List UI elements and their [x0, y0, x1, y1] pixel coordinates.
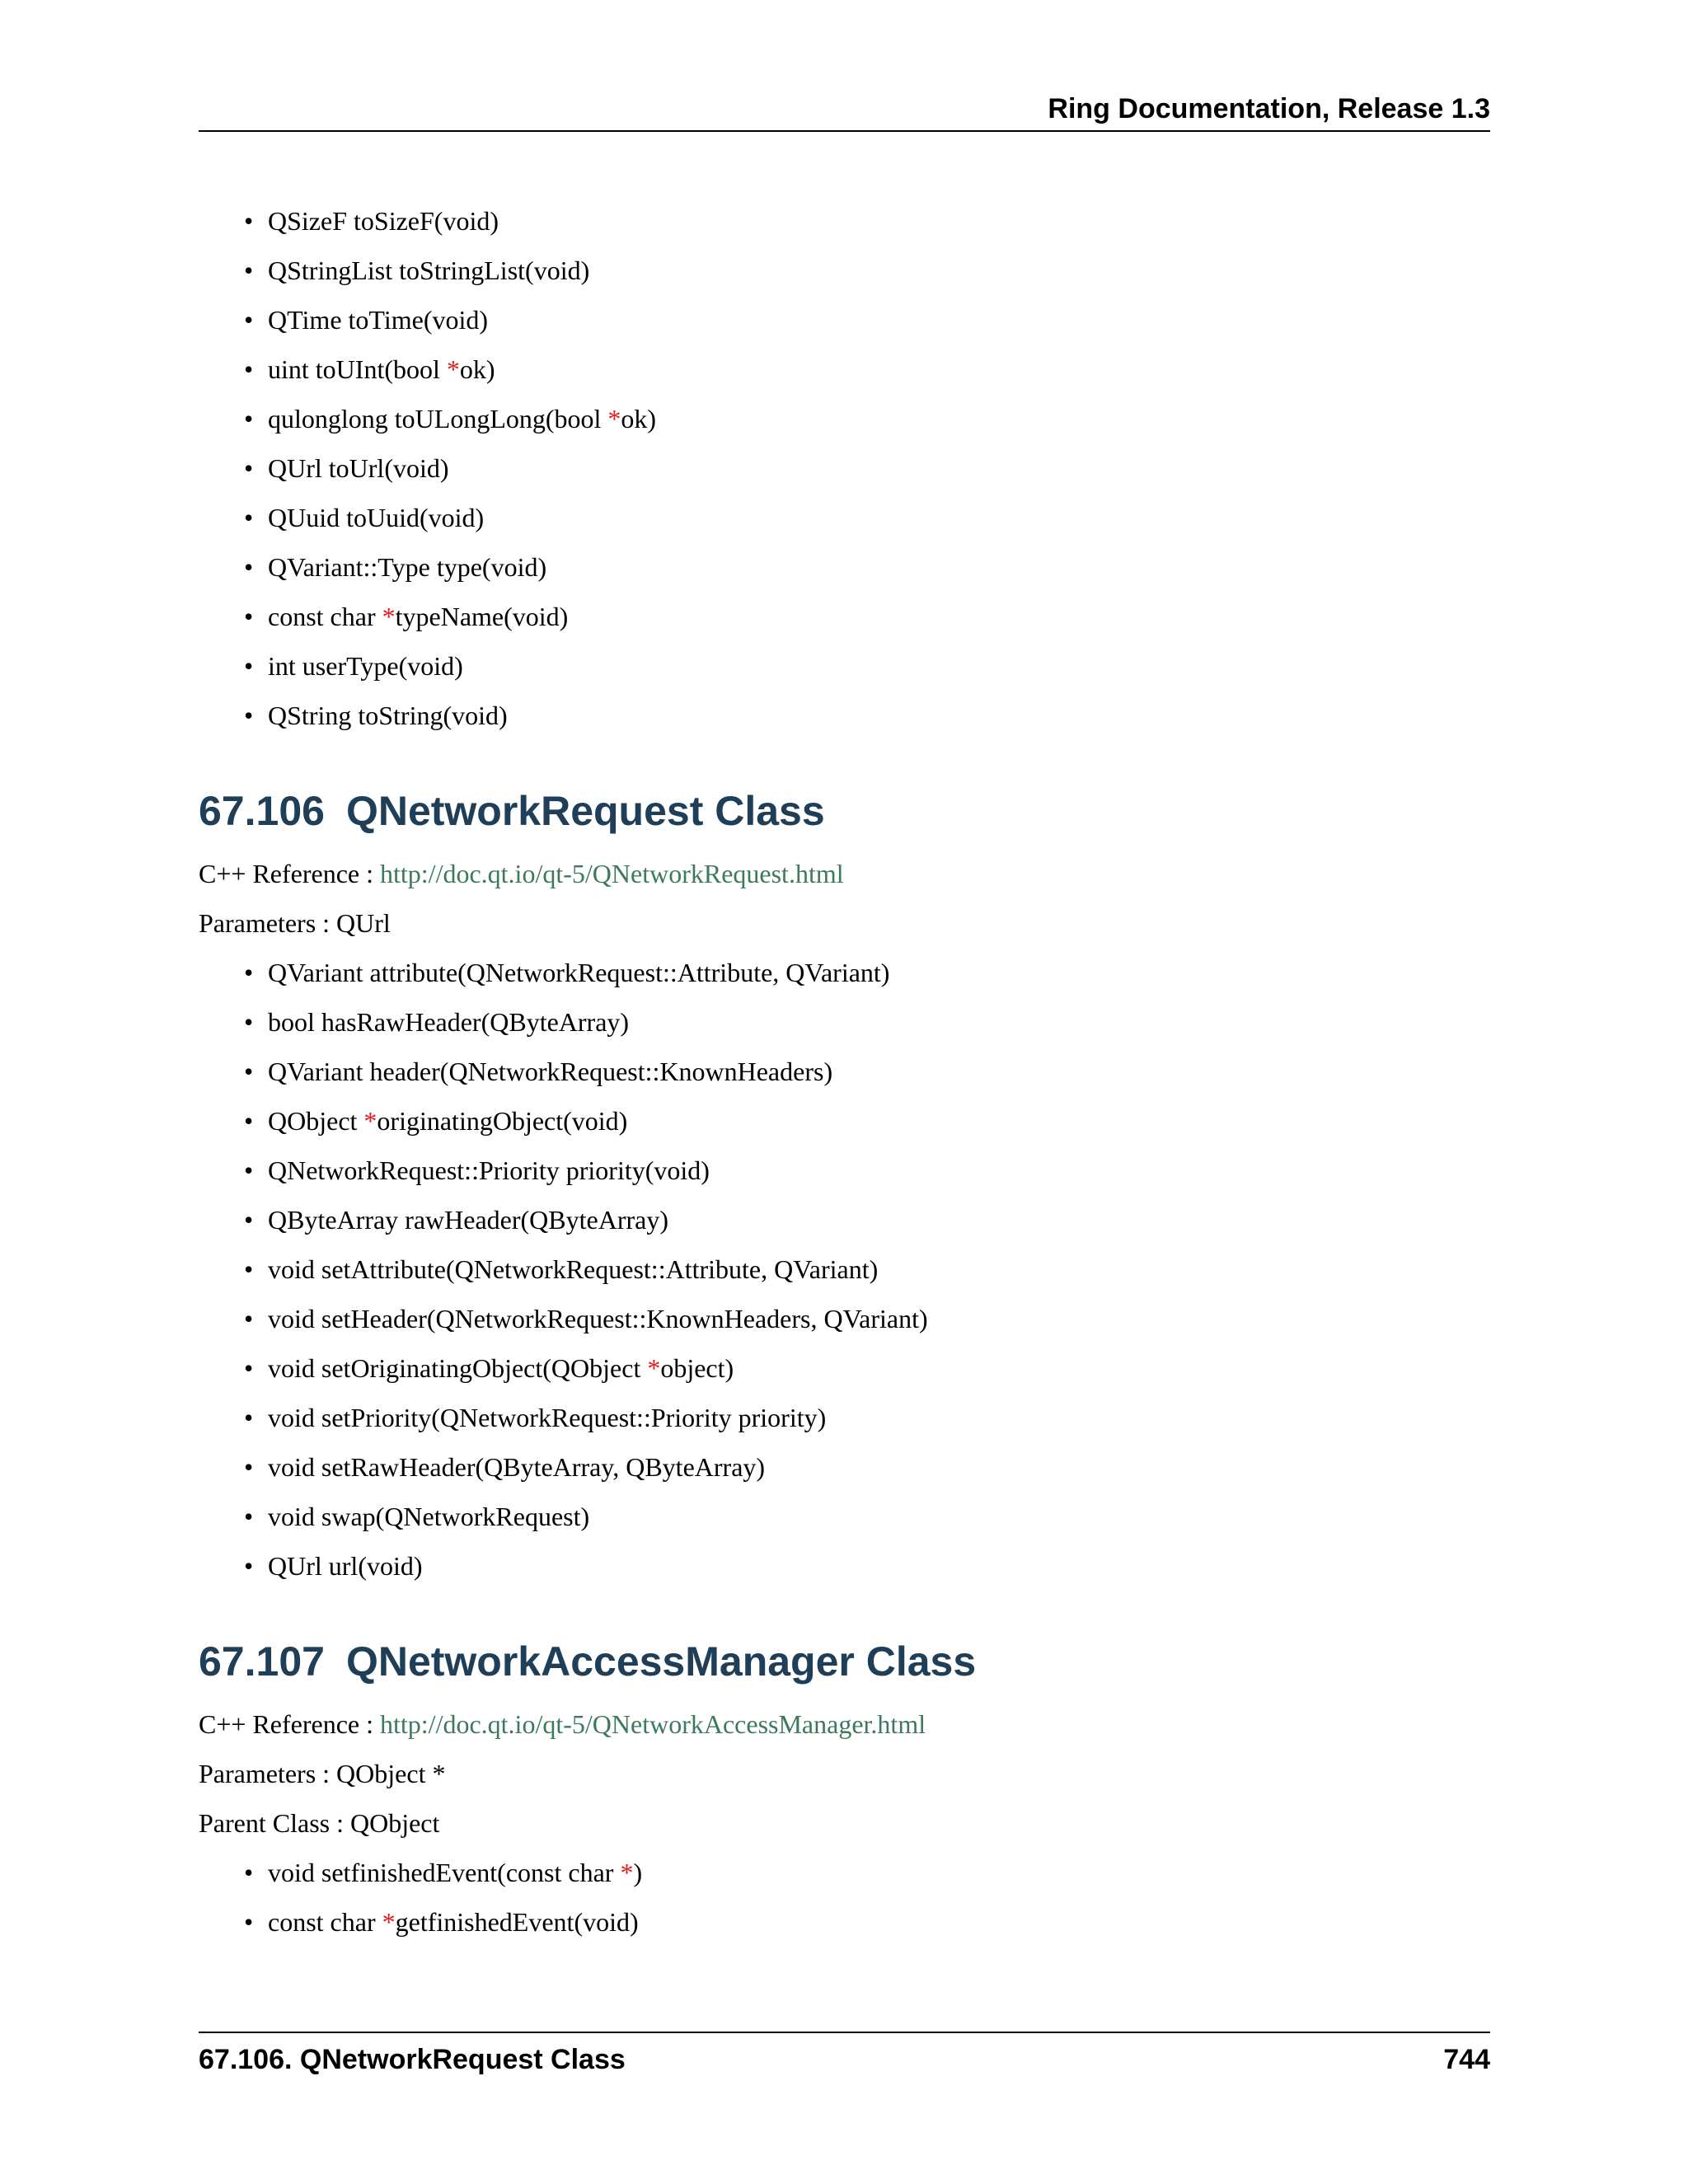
list-item: • QUrl toUrl(void) — [199, 443, 1490, 493]
section-number: 67.106 — [199, 788, 325, 834]
list-item: • QTime toTime(void) — [199, 295, 1490, 344]
page-header — [199, 92, 1490, 132]
list-item: • int userType(void) — [199, 641, 1490, 691]
parameters-line: Parameters : QObject * — [199, 1759, 446, 1788]
page-number: 744 — [1443, 2044, 1490, 2075]
cpp-reference-link[interactable]: http://doc.qt.io/qt-5/QNetworkAccessManager.html — [380, 1709, 926, 1739]
section-title: QNetworkAccessManager Class — [345, 1638, 977, 1685]
list-item: • void setAttribute(QNetworkRequest::Attribute, QVariant) — [199, 1244, 1490, 1294]
footer-section-title: 67.106. QNetworkRequest Class — [199, 2044, 626, 2075]
method-list-qnetworkrequest — [199, 948, 1490, 1591]
list-item: • void swap(QNetworkRequest) — [199, 1492, 1490, 1541]
list-item: • QVariant::Type type(void) — [199, 542, 1490, 592]
list-item: • QString toString(void) — [199, 691, 1490, 740]
list-item: • void setfinishedEvent(const char *) — [199, 1848, 1490, 1897]
list-item: • QObject *originatingObject(void) — [199, 1096, 1490, 1146]
list-item: • QNetworkRequest::Priority priority(void) — [199, 1146, 1490, 1195]
cpp-reference-line — [199, 849, 1490, 898]
cpp-reference-line — [199, 1699, 1490, 1749]
cpp-reference-label: C++ Reference : — [199, 859, 380, 888]
cpp-reference-label: C++ Reference : — [199, 1709, 380, 1739]
list-item: • void setHeader(QNetworkRequest::KnownHeaders, QVariant) — [199, 1294, 1490, 1343]
section-number: 67.107 — [199, 1638, 325, 1685]
section-heading-qnetworkaccessmanager — [199, 1637, 1490, 1686]
list-item: • bool hasRawHeader(QByteArray) — [199, 997, 1490, 1047]
list-item: • QUrl url(void) — [199, 1541, 1490, 1591]
method-list-qnetworkaccessmanager — [199, 1848, 1490, 1947]
list-item: • QByteArray rawHeader(QByteArray) — [199, 1195, 1490, 1244]
list-item: • QSizeF toSizeF(void) — [199, 196, 1490, 246]
list-item: • const char *getfinishedEvent(void) — [199, 1897, 1490, 1947]
parent-class-line: Parent Class : QObject — [199, 1808, 440, 1838]
list-item: • QUuid toUuid(void) — [199, 493, 1490, 542]
list-item: • void setPriority(QNetworkRequest::Priority priority) — [199, 1393, 1490, 1442]
section-heading-qnetworkrequest — [199, 786, 1490, 836]
list-item: • qulonglong toULongLong(bool *ok) — [199, 394, 1490, 443]
list-item: • uint toUInt(bool *ok) — [199, 344, 1490, 394]
method-list-top — [199, 196, 1490, 740]
list-item: • const char *typeName(void) — [199, 592, 1490, 641]
page-footer — [199, 2032, 1490, 2075]
list-item: • void setOriginatingObject(QObject *object) — [199, 1343, 1490, 1393]
header-title: Ring Documentation, Release 1.3 — [1048, 93, 1490, 124]
cpp-reference-link[interactable]: http://doc.qt.io/qt-5/QNetworkRequest.html — [380, 859, 844, 888]
list-item: • QVariant attribute(QNetworkRequest::Attribute, QVariant) — [199, 948, 1490, 997]
page-content — [199, 196, 1490, 1947]
parameters-line: Parameters : QUrl — [199, 908, 391, 938]
section-title: QNetworkRequest Class — [345, 788, 825, 834]
list-item: • QVariant header(QNetworkRequest::KnownHeaders) — [199, 1047, 1490, 1096]
list-item: • QStringList toStringList(void) — [199, 246, 1490, 295]
list-item: • void setRawHeader(QByteArray, QByteArray) — [199, 1442, 1490, 1492]
